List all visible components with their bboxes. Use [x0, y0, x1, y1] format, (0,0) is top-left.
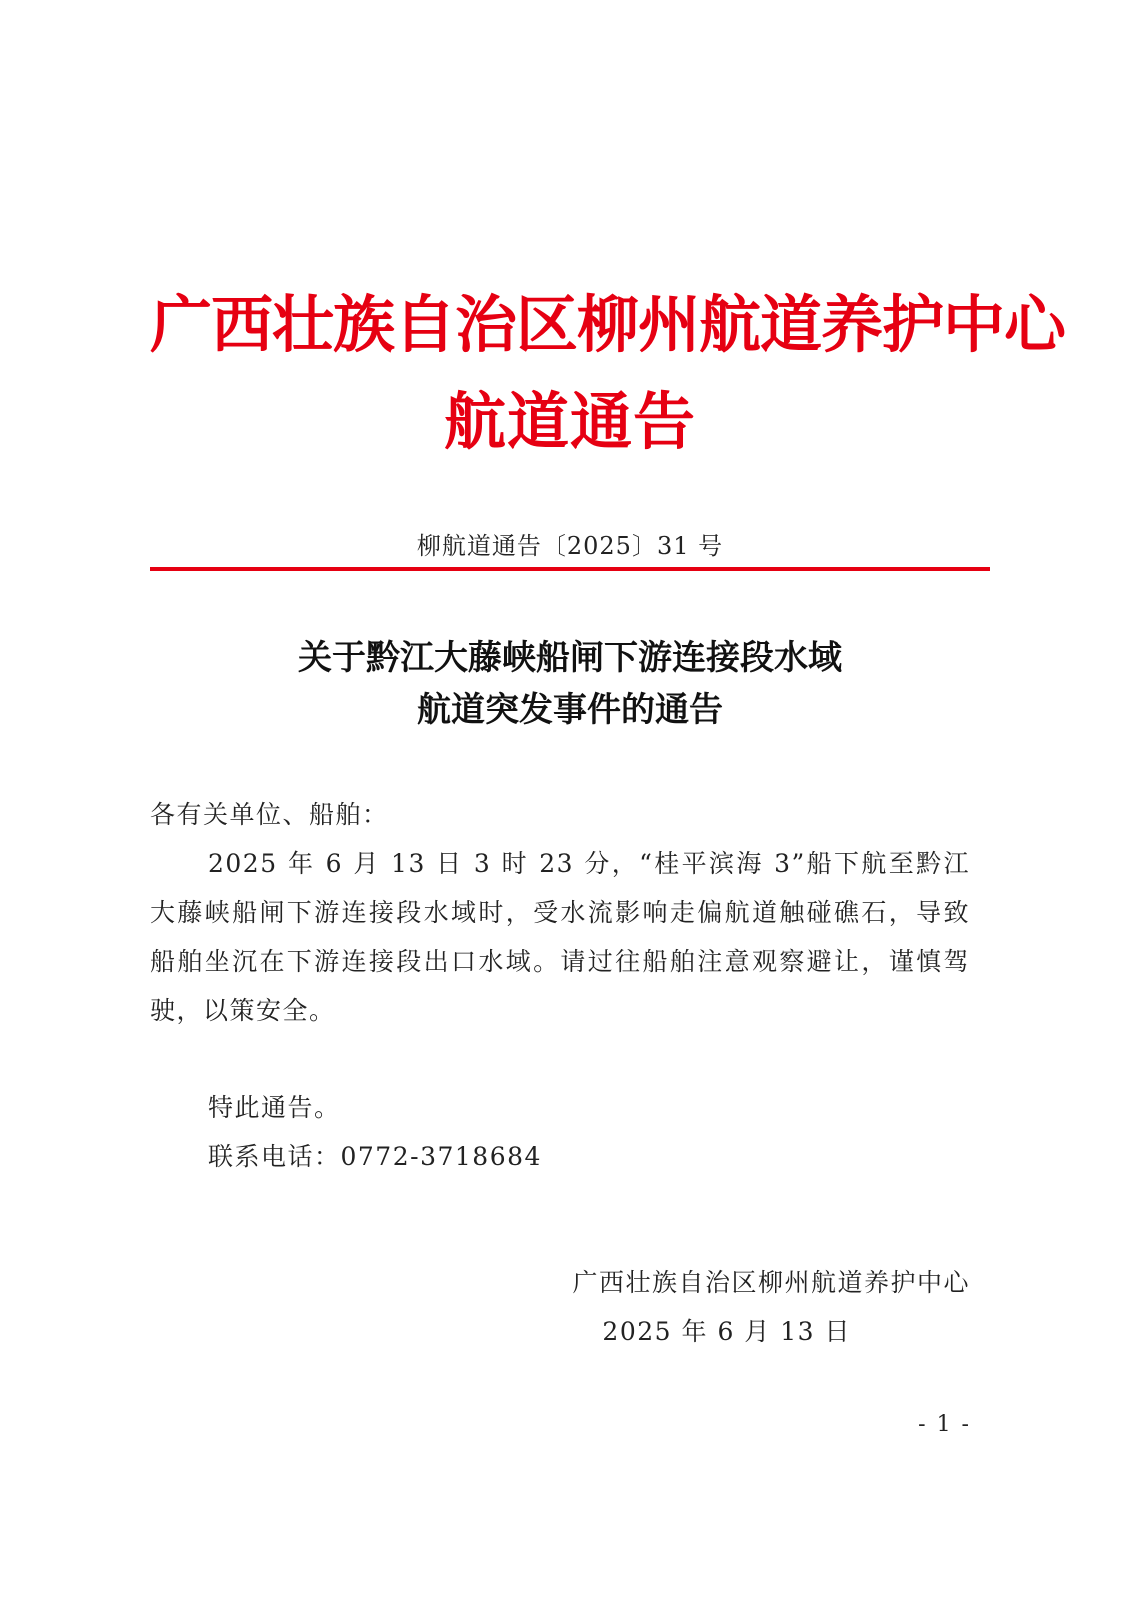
page-number: - 1 -: [918, 1412, 971, 1437]
contact-phone: 联系电话：0772-3718684: [208, 1142, 542, 1171]
red-divider: [150, 567, 990, 571]
signature-date: 2025 年 6 月 13 日: [602, 1317, 851, 1346]
notice-type-header: 航道通告: [443, 385, 696, 458]
notice-title-line-2: 航道突发事件的通告: [417, 690, 723, 730]
signature-organization: 广西壮族自治区柳州航道养护中心: [572, 1268, 970, 1297]
document-number: 柳航道通告〔2025〕31 号: [416, 532, 724, 560]
salutation: 各有关单位、船舶：: [150, 800, 389, 829]
closing-statement: 特此通告。: [208, 1093, 341, 1122]
body-paragraph: 2025 年 6 月 13 日 3 时 23 分，“桂平滨海 3”船下航至黔江大藤峡船闸下游连接段水域时，受水流影响走偏航道触碰礁石，导致船舶坐沉在下游连接段出口水域。请过往船舶注意观察避让，谨慎驾驶，以策安全。: [150, 849, 970, 1025]
notice-title-line-1: 关于黔江大藤峡船闸下游连接段水域: [298, 638, 842, 678]
issuer-header: 广西壮族自治区柳州航道养护中心: [150, 288, 1066, 361]
